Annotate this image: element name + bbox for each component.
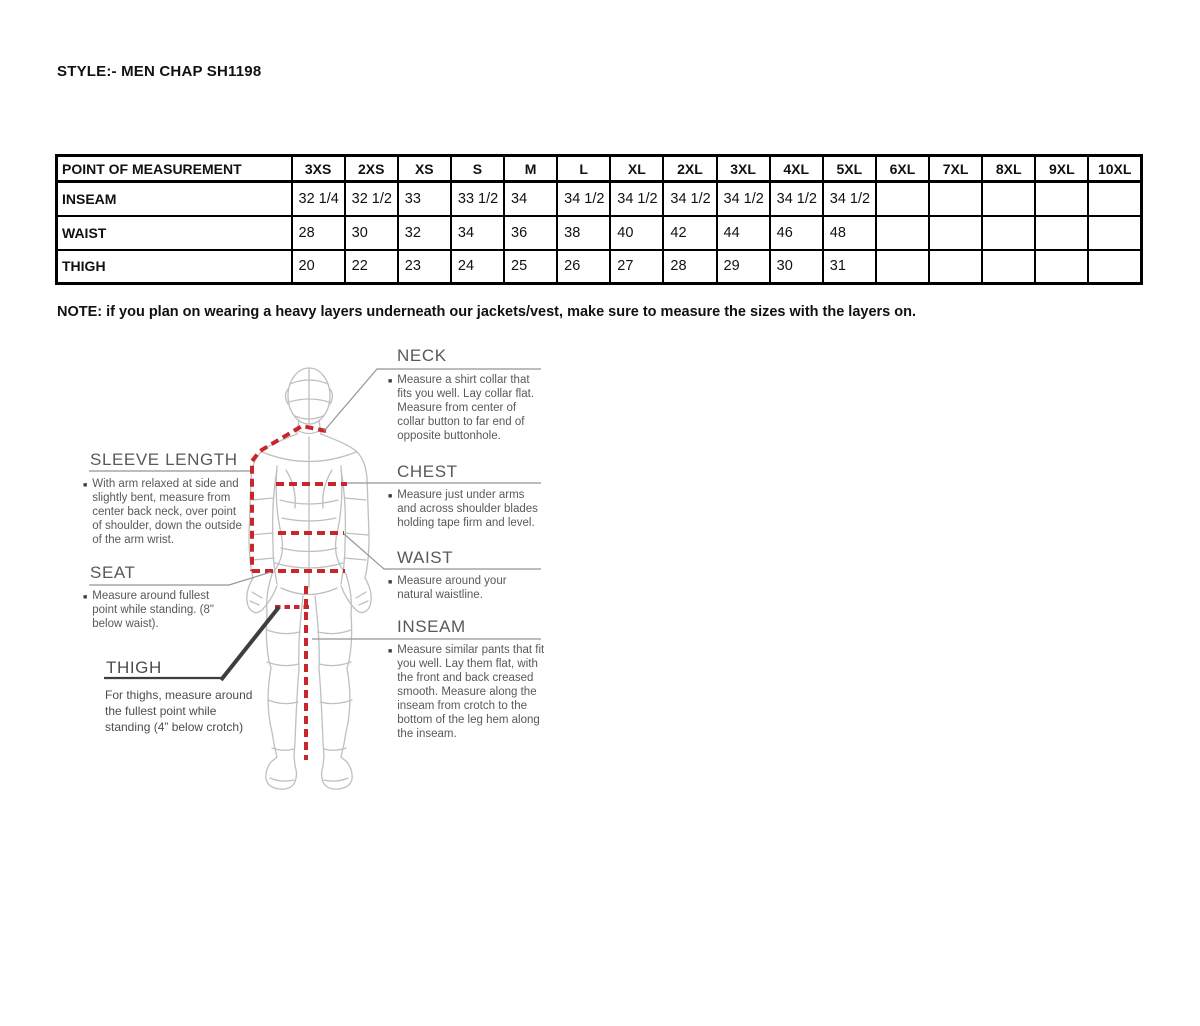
table-cell: 42 (663, 216, 716, 250)
table-cell: 26 (557, 250, 610, 284)
bullet-icon: ■ (83, 594, 88, 601)
table-cell: 10XL (1088, 156, 1141, 182)
table-cell: 2XS (345, 156, 398, 182)
table-cell (982, 216, 1035, 250)
table-cell (876, 250, 929, 284)
table-cell (1035, 182, 1088, 216)
table-cell: 25 (504, 250, 557, 284)
table-cell (929, 250, 982, 284)
table-cell: L (557, 156, 610, 182)
table-cell (1035, 216, 1088, 250)
table-cell (1035, 250, 1088, 284)
table-cell (876, 216, 929, 250)
thigh-description: For thighs, measure around the fullest point while standing (4” below crotch) (105, 688, 253, 734)
table-cell: 20 (292, 250, 345, 284)
table-cell: 34 (504, 182, 557, 216)
chest-label: CHEST (397, 462, 458, 481)
table-cell: 36 (504, 216, 557, 250)
measure-lines (252, 426, 347, 760)
table-cell: 34 (451, 216, 504, 250)
seat-label: SEAT (90, 563, 136, 582)
table-cell: POINT OF MEASUREMENT (57, 156, 292, 182)
table-cell: 22 (345, 250, 398, 284)
table-cell: 23 (398, 250, 451, 284)
table-cell (929, 216, 982, 250)
bullet-icon: ■ (388, 378, 393, 385)
table-cell: XS (398, 156, 451, 182)
table-cell: 34 1/2 (717, 182, 770, 216)
table-cell: 40 (610, 216, 663, 250)
table-cell: 48 (823, 216, 876, 250)
bullet-icon: ■ (388, 579, 393, 586)
table-cell: 34 1/2 (770, 182, 823, 216)
table-cell: 34 1/2 (823, 182, 876, 216)
table-cell: 24 (451, 250, 504, 284)
table-cell: 44 (717, 216, 770, 250)
mannequin-figure (247, 368, 372, 789)
table-cell: 27 (610, 250, 663, 284)
table-cell: 4XL (770, 156, 823, 182)
table-cell: 28 (292, 216, 345, 250)
table-cell (929, 182, 982, 216)
table-cell: 33 1/2 (451, 182, 504, 216)
table-cell: 3XS (292, 156, 345, 182)
table-cell: 46 (770, 216, 823, 250)
table-cell: M (504, 156, 557, 182)
table-cell: 32 1/4 (292, 182, 345, 216)
table-cell (1088, 182, 1141, 216)
table-cell: WAIST (57, 216, 292, 250)
table-cell (1088, 250, 1141, 284)
waist-label: WAIST (397, 548, 454, 567)
table-cell: 8XL (982, 156, 1035, 182)
table-cell: S (451, 156, 504, 182)
table-cell: 7XL (929, 156, 982, 182)
waist-description: ■ Measure around your natural waistline. (388, 575, 507, 601)
table-cell: 9XL (1035, 156, 1088, 182)
table-cell: 38 (557, 216, 610, 250)
table-cell: 31 (823, 250, 876, 284)
sleeve-length-description: ■ With arm relaxed at side and slightly bent, measure from center back neck, over point of shoulder, down the outside of the arm wrist. (83, 478, 242, 546)
layers-note: NOTE: if you plan on wearing a heavy layers underneath our jackets/vest, make sure to measure the sizes with the layers on. (57, 304, 917, 320)
table-cell: 34 1/2 (663, 182, 716, 216)
table-cell (982, 182, 1035, 216)
table-row-thigh (57, 250, 1142, 284)
table-cell: 34 1/2 (557, 182, 610, 216)
bullet-icon: ■ (388, 493, 393, 500)
table-cell: 34 1/2 (610, 182, 663, 216)
table-cell: 6XL (876, 156, 929, 182)
chest-description: ■ Measure just under arms and across shoulder blades holding tape firm and level. (388, 489, 538, 529)
table-cell (982, 250, 1035, 284)
table-cell: INSEAM (57, 182, 292, 216)
page-title: STYLE:- MEN CHAP SH1198 (57, 63, 262, 80)
table-header-row (57, 156, 1142, 182)
table-cell (1088, 216, 1141, 250)
table-cell: 30 (345, 216, 398, 250)
table-cell: 2XL (663, 156, 716, 182)
table-cell: XL (610, 156, 663, 182)
inseam-label: INSEAM (397, 617, 466, 636)
table-cell: 3XL (717, 156, 770, 182)
table-cell: 32 1/2 (345, 182, 398, 216)
size-measurement-table (55, 154, 1143, 285)
table-cell: 5XL (823, 156, 876, 182)
table-row-waist (57, 216, 1142, 250)
neck-description: ■ Measure a shirt collar that fits you well. Lay collar flat. Measure from center of collar button to far end of opposite buttonhole. (388, 374, 535, 442)
table-cell: THIGH (57, 250, 292, 284)
bullet-icon: ■ (388, 648, 393, 655)
seat-description: ■ Measure around fullest point while standing. (8" below waist). (83, 590, 214, 630)
table-cell: 30 (770, 250, 823, 284)
table-cell: 33 (398, 182, 451, 216)
table-cell: 28 (663, 250, 716, 284)
table-row-inseam (57, 182, 1142, 216)
thigh-label: THIGH (106, 658, 162, 677)
table-cell: 29 (717, 250, 770, 284)
sleeve-length-label: SLEEVE LENGTH (90, 450, 238, 469)
table-cell: 32 (398, 216, 451, 250)
inseam-description: ■ Measure similar pants that fit you well. Lay them flat, with the front and back creased smooth. Measure along the inseam from crotch to the bottom of the leg hem along the inseam. (388, 644, 545, 740)
bullet-icon: ■ (83, 482, 88, 489)
table-cell (876, 182, 929, 216)
neck-label: NECK (397, 346, 447, 365)
